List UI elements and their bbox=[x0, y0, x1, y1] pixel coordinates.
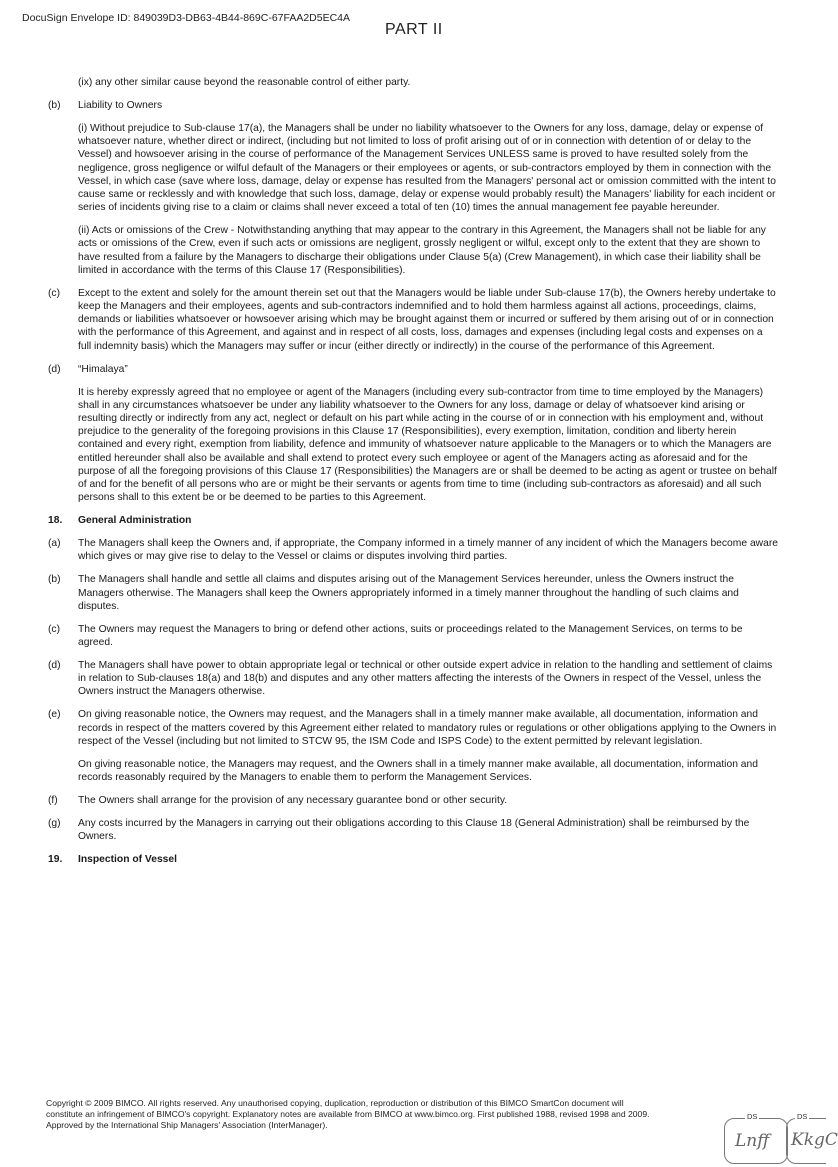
clause-19-heading bbox=[48, 853, 778, 866]
docusign-envelope-id: DocuSign Envelope ID: 849039D3-DB63-4B44-869C-67FAA2D5EC4A bbox=[22, 12, 351, 24]
clause-title: General Administration bbox=[78, 515, 192, 527]
clause-17-b-heading bbox=[48, 99, 778, 112]
docusign-initial-box-1 bbox=[724, 1112, 788, 1164]
clause-number: 18. bbox=[48, 515, 63, 527]
clause-text: The Managers shall keep the Owners and, if appropriate, the Company informed in a timely manner of any incident of which the Managers become aware which gives or may give rise to delay to the Vessel or claims or disputes involving third parties. bbox=[78, 538, 778, 563]
clause-text: The Owners may request the Managers to bring or defend other actions, suits or proceedings related to the Management Services, on terms to be agreed. bbox=[78, 623, 743, 649]
ds-label: DS bbox=[747, 1112, 758, 1121]
clause-label: (d) bbox=[48, 660, 61, 672]
footer-line: constitute an infringement of BIMCO's copyright. Explanatory notes are available from BIMCO at www.bimco.org. First published 1988, revised 1998 and 2009. bbox=[46, 1109, 650, 1120]
clause-label: (c) bbox=[48, 623, 61, 635]
clause-text: The Managers shall handle and settle all claims and disputes arising out of the Management Services hereunder, unless the Owners instruct the Managers otherwise. The Managers shall keep the Owners appropriately informed in a timely manner throughout the handling of such claims and disputes. bbox=[78, 574, 739, 612]
signature-initials-2: KkgC bbox=[791, 1130, 838, 1150]
clause-text: The Managers shall have power to obtain appropriate legal or technical or other outside expert advice in relation to the handling and settlement of claims in relation to Sub-clauses 18(a) and 18(b) and disputes and any other matters affecting the interests of the Owners in respect of the Vessel, unless the Owners instruct the Managers otherwise. bbox=[78, 660, 773, 698]
clause-number: 19. bbox=[48, 854, 63, 866]
ds-label: DS bbox=[797, 1112, 808, 1121]
clause-title: “Himalaya” bbox=[78, 363, 128, 375]
clause-17-b-ii: (ii) Acts or omissions of the Crew - Notwithstanding anything that may appear to the contrary in this Agreement, the Managers shall not be liable for any acts or omissions of the Crew, even if such acts or omissions are negligent, grossly negligent or wilful, except only to the extent that they are shown to have resulted from a failure by the Managers to discharge their obligations under Clause 5(a) (Crew Management), in which case their liability shall be limited in accordance with the terms of this Clause 17 (Responsibilities). bbox=[78, 225, 766, 276]
clause-label: (c) bbox=[48, 287, 61, 299]
clause-17-b-i: (i) Without prejudice to Sub-clause 17(a), the Managers shall be under no liability whatsoever to the Owners for any loss, damage, delay or expense of whatsoever nature, whether direct or indirect, (including but not limited to loss of profit arising out of or in connection with detention of or delay to the Vessel) and howsoever arising in the course of performance of the Management Services UNLESS same is proved to have resulted solely from the negligence, gross negligence or wilful default of the Managers or their employees or agents, or sub-contractors employed by them in connection with the Vessel, in which case (save where loss, damage, delay or expense has resulted from the Managers' personal act or omission committed with the intent to cause same or recklessly and with knowledge that such loss, damage, delay or expense would probably result) the Managers' liability for each incident or series of incidents giving rise to a claim or claims shall never exceed a total of ten (10) times the annual management fee payable hereunder. bbox=[78, 123, 776, 214]
clause-label: (d) bbox=[48, 363, 61, 375]
clause-18-heading bbox=[48, 514, 778, 527]
clause-text: On giving reasonable notice, the Owners may request, and the Managers shall in a timely manner make available, all documentation, information and records in respect of the matters covered by this Agreement either related to mandatory rules or regulations or other obligations applying to the Owners in respect of the Vessel (including but not limited to STCW 95, the ISM Code and ISPS Code) to the extent permitted by relevant legislation. bbox=[78, 709, 777, 747]
clause-title: Inspection of Vessel bbox=[78, 854, 177, 866]
clause-text: The Owners shall arrange for the provision of any necessary guarantee bond or other security. bbox=[78, 795, 508, 807]
clause-text: Any costs incurred by the Managers in carrying out their obligations according to this Clause 18 (General Administration) shall be reimbursed by the Owners. bbox=[78, 818, 750, 843]
clause-label: (b) bbox=[48, 100, 61, 111]
clause-label: (a) bbox=[48, 538, 61, 550]
footer-line: Approved by the International Ship Managers' Association (InterManager). bbox=[46, 1120, 328, 1131]
clause-label: (f) bbox=[48, 795, 58, 807]
clause-label: (e) bbox=[48, 709, 61, 721]
clause-18-a bbox=[48, 537, 778, 563]
docusign-initial-box-2 bbox=[786, 1112, 838, 1164]
clause-18-c bbox=[48, 623, 778, 649]
clause-17-d-text: It is hereby expressly agreed that no employee or agent of the Managers (including every sub-contractor from time to time employed by the Managers) shall in any circumstances whatsoever be under any liability whatsoever to the Owners for any loss, damage or delay of whatsoever kind arising or resulting directly or indirectly from any act, neglect or default on his part while acting in the course of or in connection with his employment and, without prejudice to the generality of the foregoing provisions in this Clause 17 (Responsibilities), every exemption, limitation, condition and liberty herein contained and every right, exemption from liability, defence and immunity of whatsoever nature applicable to the Managers or to which the Managers are entitled hereunder shall also be available and shall extend to protect every such employee or agent of the Managers acting as aforesaid and for the purpose of all the foregoing provisions of this Clause 17 (Responsibilities) the Managers are or shall be deemed to be acting as agent or trustee on behalf of and for the benefit of all persons who are or might be their servants or agents from time to time (including sub-contractors as aforesaid) and all such persons shall to this extent be or be deemed to be parties to this Agreement. bbox=[78, 386, 777, 504]
document-body bbox=[48, 76, 778, 876]
clause-18-e bbox=[48, 708, 778, 748]
clause-text: Except to the extent and solely for the amount therein set out that the Managers would be liable under Sub-clause 17(b), the Owners hereby undertake to keep the Managers and their employees, agents and sub-contractors indemnified and to hold them harmless against all actions, proceedings, claims, demands or liabilities whatsoever or howsoever arising which may be brought against them or incurred or suffered by them arising out of or in connection with the performance of this Agreement, and against and in respect of all costs, loss, damages and expenses (including legal costs and expenses on a full indemnity basis) which the Managers may suffer or incur (either directly or indirectly) in the course of the performance of this Agreement. bbox=[78, 287, 776, 352]
clause-17-a-ix: (ix) any other similar cause beyond the reasonable control of either party. bbox=[78, 77, 411, 88]
copyright-footer bbox=[46, 1098, 761, 1132]
clause-label: (b) bbox=[48, 574, 61, 586]
clause-18-g bbox=[48, 817, 778, 843]
clause-17-c bbox=[48, 287, 778, 353]
part-title: PART II bbox=[385, 21, 443, 38]
footer-line: Copyright © 2009 BIMCO. All rights reserved. Any unauthorised copying, duplication, reproduction or distribution of this BIMCO SmartCon document will bbox=[46, 1098, 624, 1108]
clause-18-e-para-2: On giving reasonable notice, the Managers may request, and the Owners shall in a timely manner make available, all documentation, information and records reasonably required by the Managers to enable them to perform the Management Services. bbox=[78, 758, 758, 784]
clause-18-d bbox=[48, 659, 778, 699]
clause-17-d-heading bbox=[48, 363, 778, 376]
clause-title: Liability to Owners bbox=[78, 100, 163, 111]
clause-label: (g) bbox=[48, 818, 61, 830]
clause-18-b bbox=[48, 573, 778, 613]
clause-18-f bbox=[48, 794, 778, 807]
signature-initials-1: Lnff bbox=[735, 1131, 770, 1151]
